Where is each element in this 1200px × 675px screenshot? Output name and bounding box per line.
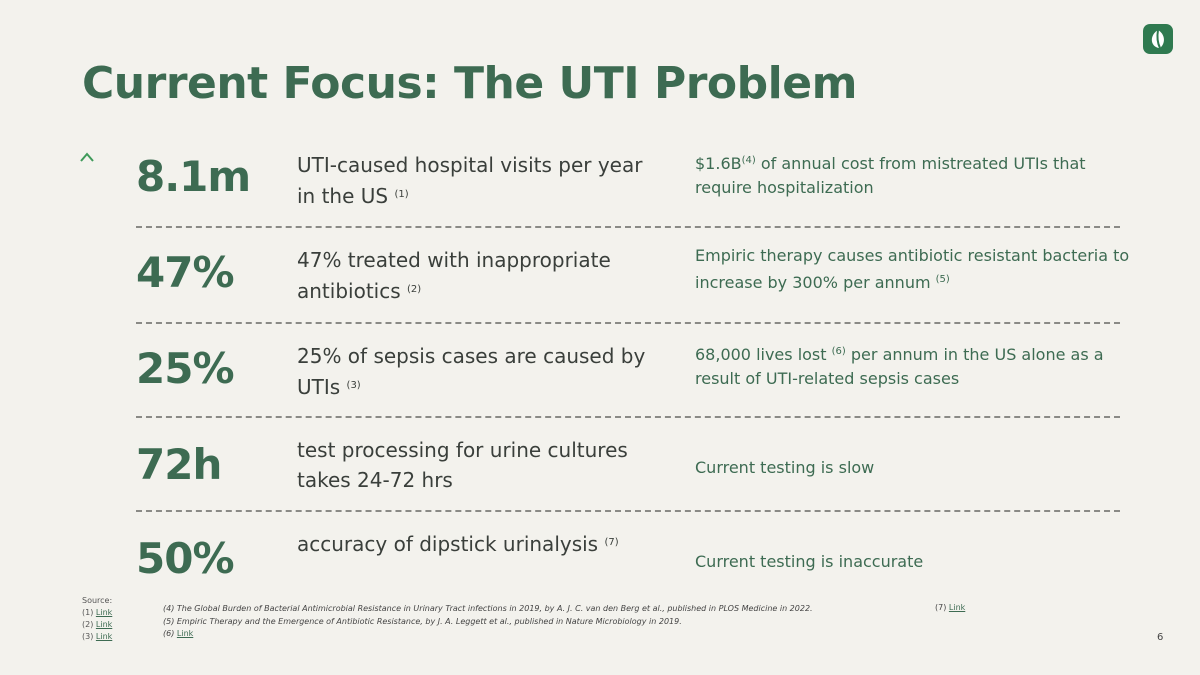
- stat-impact: Current testing is inaccurate: [695, 552, 924, 571]
- stat-value: 72h: [136, 440, 222, 489]
- footnote-5: (5) Empiric Therapy and the Emergence of Antibiotic Resistance, by J. A. Leggett et al., published in Nature Microbiology in 2019.: [163, 616, 682, 626]
- citation-ref: (5): [935, 274, 950, 285]
- citation-ref: (4): [741, 155, 756, 166]
- citation-ref: (7): [604, 537, 619, 548]
- source-link[interactable]: Link: [95, 608, 113, 617]
- row-divider: [136, 416, 1120, 418]
- source-item: (2) Link: [82, 620, 113, 629]
- stat-impact: $\$1.6B^{(4)}$ of annual cost from mistreated UTIs that require hospitalization: [695, 154, 1086, 197]
- stat-value: 47%: [136, 248, 234, 297]
- company-logo: [1143, 24, 1173, 54]
- citation-ref: (3): [346, 380, 361, 391]
- page-title: Current Focus: The UTI Problem: [82, 58, 857, 109]
- citation-ref: (6): [831, 346, 846, 357]
- footnote-6: (6) Link: [163, 629, 194, 638]
- stat-value: 8.1m: [136, 152, 251, 201]
- row-divider: [136, 510, 1120, 512]
- source-link[interactable]: Link: [95, 632, 113, 641]
- footnote-7: (7) Link: [935, 603, 966, 612]
- stat-description: 25% of sepsis cases are caused by UTIs $^{(3)}$: [297, 344, 646, 399]
- source-label: Source:: [82, 596, 113, 605]
- stat-description: 47% treated with inappropriate antibiotics $^{(2)}$: [297, 248, 611, 303]
- footnotes: [163, 603, 813, 641]
- page-number: 6: [1157, 632, 1164, 643]
- stat-description: accuracy of dipstick urinalysis $^{(7)}$: [297, 532, 619, 556]
- up-arrow-icon: [80, 150, 94, 570]
- footnote-link[interactable]: Link: [948, 603, 966, 612]
- leaf-icon: [1143, 24, 1173, 54]
- stat-value: 50%: [136, 534, 234, 583]
- stat-value: 25%: [136, 344, 234, 393]
- footnote-link[interactable]: Link: [176, 629, 194, 638]
- source-list: [82, 595, 112, 643]
- row-divider: [136, 322, 1120, 324]
- stat-description: test processing for urine cultures takes 24-72 hrs: [297, 438, 628, 492]
- stat-description: UTI-caused hospital visits per year in the US $^{(1)}$: [297, 153, 643, 208]
- source-link[interactable]: Link: [95, 620, 113, 629]
- row-divider: [136, 226, 1120, 228]
- citation-ref: (1): [394, 189, 409, 200]
- stat-impact: Empiric therapy causes antibiotic resistant bacteria to increase by 300% per annum $^{(5)}$: [695, 246, 1130, 292]
- footnote-4: (4) The Global Burden of Bacterial Antimicrobial Resistance in Urinary Tract infections in 2019, by A. J. C. van den Berg et al., published in PLOS Medicine in 2022.: [163, 604, 813, 613]
- citation-ref: (2): [407, 284, 422, 295]
- stat-impact: 68,000 lives lost $^{(6)}$ per annum in the US alone as a result of UTI-related sepsis cases: [695, 345, 1104, 388]
- stat-impact: Current testing is slow: [695, 458, 875, 477]
- source-item: (1) Link: [82, 608, 113, 617]
- source-item: (3) Link: [82, 632, 113, 641]
